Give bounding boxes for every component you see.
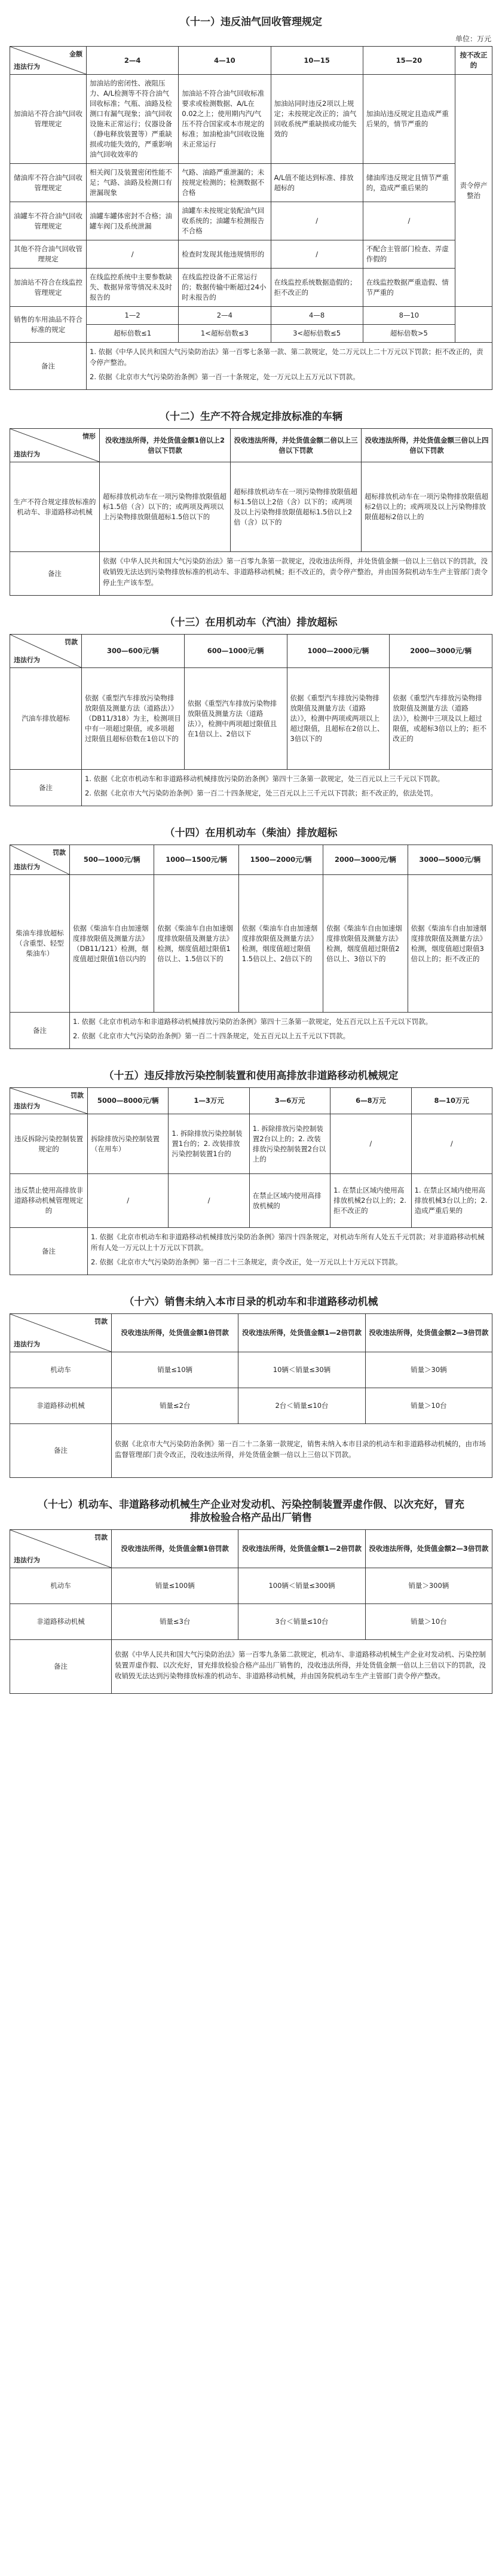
table-cell: 不配合主管部门检查、弄虚作假的 bbox=[363, 240, 455, 269]
table-cell: 加油站不符合油气回收标准要求或检测数据、A/L在0.02之上；使用期内汽/气压不符合国家或本市规定的标准；加油枪油气回收设施未正常运行 bbox=[179, 75, 271, 164]
table-corner-header: 罚款 违法行为 bbox=[10, 1314, 112, 1352]
table-cell: 加油站违反规定且造成严重后果的，情节严重的 bbox=[363, 75, 455, 164]
column-header: 500—1000元/辆 bbox=[70, 845, 154, 875]
note-cell bbox=[70, 1013, 492, 1049]
note-label: 备注 bbox=[10, 343, 87, 390]
table-cell: 依据《重型汽车排放污染物排放限值及测量方法（道路法）》，检测中两项或两项以上超过限值，且超标在2倍以上、3倍以下的 bbox=[287, 668, 390, 770]
column-header: 没收违法所得，并处货值金额二倍以上三倍以下罚款 bbox=[231, 429, 362, 462]
row-header: 油罐车不符合油气回收管理规定 bbox=[10, 202, 87, 240]
table-cell: 储油库违反规定且情节严重的，造成严重后果的 bbox=[363, 164, 455, 202]
table-cell: 油罐车未按规定装配油气回收系统的；油罐车检测报告不合格 bbox=[179, 202, 271, 240]
table-cell: 依据《柴油车自由加速烟度排放限值及测量方法》（DB11/121）检测，烟度值超过限值1倍以内的 bbox=[70, 875, 154, 1013]
table-cell: 2台＜销量≤10台 bbox=[238, 1388, 365, 1424]
note-text: 2. 依据《北京市大气污染防治条例》第一百二十四条规定，处五百元以上五千元以下罚款。 bbox=[73, 1032, 350, 1040]
row-header: 生产不符合规定排放标准的机动车、非道路移动机械 bbox=[10, 462, 100, 552]
column-header: 没收违法所得，处货值金额1倍罚款 bbox=[112, 1314, 238, 1352]
column-header: 没收违法所得，并处货值金额三倍以上四倍以下罚款 bbox=[362, 429, 492, 462]
note-text: 依据《北京市大气污染防治条例》第一百二十二条第一款规定，销售未纳入本市目录的机动车和非道路移动机械的，由市场监督管理部门责令改正，没收违法所得，并处货值金额一倍以上三倍以下罚款。 bbox=[115, 1439, 486, 1459]
table-row bbox=[10, 1114, 492, 1174]
note-cell bbox=[87, 343, 492, 390]
table-cell: 在线监控系统中主要参数缺失、数据异常等情况未及时报告的 bbox=[87, 269, 179, 307]
table-cell: 销量≤10辆 bbox=[112, 1352, 238, 1388]
column-header: 1—3万元 bbox=[169, 1088, 249, 1114]
section-title: （十三）在用机动车（汽油）排放超标 bbox=[164, 617, 338, 629]
column-header: 没收违法所得，处货值金额1—2倍罚款 bbox=[238, 1530, 365, 1568]
table-cell: 销量≤2台 bbox=[112, 1388, 238, 1424]
section-title: （十四）在用机动车（柴油）排放超标 bbox=[164, 827, 338, 839]
section-11 bbox=[10, 16, 492, 390]
table-cell: 检查时发现其他违规情形的 bbox=[179, 240, 271, 269]
table-row bbox=[10, 1013, 492, 1049]
table-cell: 相关阀门及装置密闭性能不足；气路、油路及检测口有泄漏现象 bbox=[87, 164, 179, 202]
table-cell: / bbox=[363, 202, 455, 240]
table-cell: 超标倍数>5 bbox=[363, 325, 455, 343]
note-text: 2. 依据《北京市大气污染防治条例》第一百二十四条规定，处三百元以上三千元以下罚款；拒不改正的，依法处罚。 bbox=[85, 789, 437, 797]
row-header: 违反拆除污染控制装置规定的 bbox=[10, 1114, 88, 1174]
table-row bbox=[10, 1352, 492, 1388]
column-header: 3000—5000元/辆 bbox=[408, 845, 492, 875]
section-title: （十五）违反排放污染控制装置和使用高排放非道路移动机械规定 bbox=[103, 1070, 399, 1082]
note-label: 备注 bbox=[10, 770, 82, 806]
section-title: （十七）机动车、非道路移动机械生产企业对发动机、污染控制装置弄虚作假、以次充好，冒充排放检验合格产品出厂销售 bbox=[38, 1499, 464, 1524]
section-title: （十六）销售未纳入本市目录的机动车和非道路移动机械 bbox=[124, 1296, 378, 1308]
column-header: 10—15 bbox=[271, 47, 363, 75]
table-cell: 在线监控系统数据造假的；拒不改正的 bbox=[271, 269, 363, 307]
penalty-table bbox=[10, 1529, 492, 1694]
note-cell bbox=[112, 1424, 492, 1478]
table-cell: 100辆＜销量≤300辆 bbox=[238, 1568, 365, 1604]
column-header: 5000—8000元/辆 bbox=[88, 1088, 169, 1114]
row-header: 销售的车用油品不符合标准的规定 bbox=[10, 307, 87, 343]
note-cell bbox=[112, 1640, 492, 1694]
section-16 bbox=[10, 1295, 492, 1478]
table-cell: 销量＞10台 bbox=[365, 1604, 492, 1640]
row-header: 非道路移动机械 bbox=[10, 1388, 112, 1424]
note-label: 备注 bbox=[10, 1424, 112, 1478]
table-cell: 超标排放机动车在一项污染物排放限值超标1.5倍（含）以下的；或两项及两项以上污染物排放限值超标1.5倍以下的 bbox=[100, 462, 231, 552]
note-cell bbox=[82, 770, 492, 806]
column-header: 没收违法所得，处货值金额2—3倍罚款 bbox=[365, 1314, 492, 1352]
column-header: 8—10万元 bbox=[411, 1088, 492, 1114]
penalty-table bbox=[10, 1313, 492, 1478]
section-17 bbox=[10, 1498, 492, 1694]
column-header: 1000—2000元/辆 bbox=[287, 635, 390, 668]
table-cell bbox=[455, 307, 492, 343]
table-cell: / bbox=[87, 240, 179, 269]
note-label: 备注 bbox=[10, 1640, 112, 1694]
row-header: 机动车 bbox=[10, 1352, 112, 1388]
row-header: 柴油车排放超标（含重型、轻型柴油车） bbox=[10, 875, 70, 1013]
table-row bbox=[10, 1388, 492, 1424]
table-row bbox=[10, 307, 492, 325]
note-text: 1. 依据《北京市机动车和非道路移动机械排放污染防治条例》第四十三条第一款规定，处三百元以上三千元以下罚款。 bbox=[85, 775, 445, 783]
table-cell: 8—10 bbox=[363, 307, 455, 325]
row-header: 非道路移动机械 bbox=[10, 1604, 112, 1640]
table-cell: 1<超标倍数≤3 bbox=[179, 325, 271, 343]
table-row bbox=[10, 164, 492, 202]
note-cell bbox=[88, 1228, 492, 1275]
note-label: 备注 bbox=[10, 552, 100, 596]
table-corner-header: 罚款 违法行为 bbox=[10, 1088, 88, 1114]
row-header: 加油站不符合在线监控管理规定 bbox=[10, 269, 87, 307]
note-text: 依据《中华人民共和国大气污染防治法》第一百零九条第一款规定，没收违法所得，并处货值金额一倍以上三倍以下的罚款，没收销毁无法达到污染物排放标准的机动车、非道路移动机械；拒不改正的，责令停产整治，并由国务院机动车生产主管部门责令停止生产该车型。 bbox=[103, 557, 488, 587]
row-header: 储油库不符合油气回收管理规定 bbox=[10, 164, 87, 202]
column-header: 6—8万元 bbox=[330, 1088, 411, 1114]
table-cell: 销量≤100辆 bbox=[112, 1568, 238, 1604]
column-header: 2000—3000元/辆 bbox=[323, 845, 408, 875]
table-cell: / bbox=[88, 1174, 169, 1228]
note-text: 2. 依据《北京市大气污染防治条例》第一百二十三条规定，责令改正，处一万元以上十万元以下罚款。 bbox=[91, 1258, 402, 1266]
note-text: 1. 依据《北京市机动车和非道路移动机械排放污染防治条例》第四十三条第一款规定，处五百元以上五千元以下罚款。 bbox=[73, 1017, 433, 1026]
table-cell: 超标倍数≤1 bbox=[87, 325, 179, 343]
table-cell: 依据《重型汽车排放污染物排放限值及测量方法（道路法）》，检测中三项及以上超过限值，或超标3倍以上的；拒不改正的 bbox=[390, 668, 492, 770]
table-cell: / bbox=[271, 202, 363, 240]
table-row bbox=[10, 875, 492, 1013]
table-cell: 加油站同时违反2项以上规定；未按规定改正的；油气回收系统严重缺损或功能失效的 bbox=[271, 75, 363, 164]
table-cell: 在线监控设备不正常运行的；数据传输中断超过24小时未报告的 bbox=[179, 269, 271, 307]
table-corner-header: 金额 违法行为 bbox=[10, 47, 87, 75]
row-header: 加油站不符合油气回收管理规定 bbox=[10, 75, 87, 164]
table-cell: / bbox=[271, 240, 363, 269]
table-cell: 销量＞300辆 bbox=[365, 1568, 492, 1604]
table-corner-header: 罚款 违法行为 bbox=[10, 635, 82, 668]
table-row bbox=[10, 668, 492, 770]
note-text: 1. 依据《中华人民共和国大气污染防治法》第一百零七条第一款、第二款规定，处二万元以上二十万元以下罚款；拒不改正的，责令停产整治。 bbox=[90, 347, 483, 367]
note-label: 备注 bbox=[10, 1228, 88, 1275]
table-row bbox=[10, 1640, 492, 1694]
column-header: 15—20 bbox=[363, 47, 455, 75]
table-corner-header: 情形 违法行为 bbox=[10, 429, 100, 462]
table-row bbox=[10, 269, 492, 307]
table-row bbox=[10, 1604, 492, 1640]
table-row bbox=[10, 1568, 492, 1604]
table-cell: 在线监控数据严重造假、情节严重的 bbox=[363, 269, 455, 307]
note-text: 1. 依据《北京市机动车和非道路移动机械排放污染防治条例》第四十四条规定，对机动车所有人处五千元罚款；对非道路移动机械所有人处一万元以上十万元以下罚款。 bbox=[91, 1233, 485, 1252]
note-cell bbox=[100, 552, 492, 596]
table-cell: 拆除排放污染控制装置（在用车） bbox=[88, 1114, 169, 1174]
section-15 bbox=[10, 1069, 492, 1275]
table-corner-header: 罚款 违法行为 bbox=[10, 845, 70, 875]
table-cell: 1—2 bbox=[87, 307, 179, 325]
column-header: 没收违法所得，并处货值金额1倍以上2倍以下罚款 bbox=[100, 429, 231, 462]
table-cell: 依据《重型汽车排放污染物排放限值及测量方法（道路法）》，检测中两项超过限值且在1倍以上、2倍以下 bbox=[184, 668, 287, 770]
penalty-table bbox=[10, 634, 492, 806]
penalty-table bbox=[10, 46, 492, 390]
column-header: 没收违法所得，处货值金额2—3倍罚款 bbox=[365, 1530, 492, 1568]
table-row bbox=[10, 202, 492, 240]
section-14 bbox=[10, 827, 492, 1049]
penalty-table bbox=[10, 1087, 492, 1275]
table-cell: 责令停产整治 bbox=[455, 75, 492, 307]
table-corner-header: 罚款 违法行为 bbox=[10, 1530, 112, 1568]
section-13 bbox=[10, 616, 492, 806]
section-title: （十一）违反油气回收管理规定 bbox=[180, 16, 322, 28]
row-header: 其他不符合油气回收管理规定 bbox=[10, 240, 87, 269]
column-header: 1500—2000元/辆 bbox=[238, 845, 323, 875]
column-header: 2000—3000元/辆 bbox=[390, 635, 492, 668]
section-12 bbox=[10, 410, 492, 596]
table-row bbox=[10, 1424, 492, 1478]
table-cell: 在禁止区域内使用高排放机械的 bbox=[249, 1174, 330, 1228]
note-text: 依据《中华人民共和国大气污染防治法》第一百零九条第二款规定，机动车、非道路移动机械生产企业对发动机、污染控制装置弄虚作假、以次充好，冒充排放检验合格产品出厂销售的，没收违法所得，并处货值金额一倍以上三倍以下的罚款，没收销毁无法达到污染物排放标准的机动车、非道路移动机械，并由国务院机动车生产主管部门责令停产整改。 bbox=[115, 1650, 486, 1680]
table-cell: 超标排放机动车在一项污染物排放限值超标2倍以上的；或两项及以上污染物排放限值超标2倍以上的 bbox=[362, 462, 492, 552]
penalty-table bbox=[10, 428, 492, 596]
table-cell: 2—4 bbox=[179, 307, 271, 325]
column-header: 2—4 bbox=[87, 47, 179, 75]
table-cell: 3<超标倍数≤5 bbox=[271, 325, 363, 343]
table-cell: 4—8 bbox=[271, 307, 363, 325]
table-row bbox=[10, 75, 492, 164]
table-cell: 1. 拆除排放污染控制装置1台的；2. 改装排放污染控制装置1台的 bbox=[169, 1114, 249, 1174]
table-cell: / bbox=[169, 1174, 249, 1228]
column-header: 按不改正的 bbox=[455, 47, 492, 75]
table-row bbox=[10, 462, 492, 552]
table-row bbox=[10, 1228, 492, 1275]
table-cell: 10辆＜销量≤30辆 bbox=[238, 1352, 365, 1388]
column-header: 没收违法所得，处货值金额1倍罚款 bbox=[112, 1530, 238, 1568]
column-header: 4—10 bbox=[179, 47, 271, 75]
table-row bbox=[10, 552, 492, 596]
note-label: 备注 bbox=[10, 1013, 70, 1049]
table-cell: 依据《柴油车自由加速烟度排放限值及测量方法》检测，烟度值超过限值1.5倍以上、2倍以下的 bbox=[238, 875, 323, 1013]
section-title: （十二）生产不符合规定排放标准的车辆 bbox=[160, 411, 342, 423]
row-header: 汽油车排放超标 bbox=[10, 668, 82, 770]
column-header: 3—6万元 bbox=[249, 1088, 330, 1114]
table-cell: 气路、油路严重泄漏的；未按规定检测的；检测数据不合格 bbox=[179, 164, 271, 202]
table-cell: 销量＞30辆 bbox=[365, 1352, 492, 1388]
row-header: 机动车 bbox=[10, 1568, 112, 1604]
table-cell: 1. 拆除排放污染控制装置2台以上的；2. 改装排放污染控制装置2台以上的 bbox=[249, 1114, 330, 1174]
column-header: 600—1000元/辆 bbox=[184, 635, 287, 668]
table-row bbox=[10, 1174, 492, 1228]
table-cell: / bbox=[411, 1114, 492, 1174]
table-row bbox=[10, 343, 492, 390]
note-text: 2. 依据《北京市大气污染防治条例》第一百一十条规定，处一万元以上五万元以下罚款。 bbox=[90, 373, 360, 381]
table-cell: 1. 在禁止区域内使用高排放机械2台以上的；2. 拒不改正的 bbox=[330, 1174, 411, 1228]
table-cell: / bbox=[330, 1114, 411, 1174]
table-row bbox=[10, 770, 492, 806]
table-cell: 3台＜销量≤10台 bbox=[238, 1604, 365, 1640]
column-header: 1000—1500元/辆 bbox=[154, 845, 238, 875]
column-header: 没收违法所得，处货值金额1—2倍罚款 bbox=[238, 1314, 365, 1352]
unit-label: 单位：万元 bbox=[455, 35, 491, 43]
table-cell: 销量≤3台 bbox=[112, 1604, 238, 1640]
row-header: 违反禁止使用高排放非道路移动机械管理规定的 bbox=[10, 1174, 88, 1228]
table-cell: 超标排放机动车在一项污染物排放限值超标1.5倍以上2倍（含）以下的；或两项及以上污染物排放限值超标1.5倍以上2倍（含）以下的 bbox=[231, 462, 362, 552]
table-cell: 销量＞10台 bbox=[365, 1388, 492, 1424]
table-cell: A/L值不能达到标准、排放超标的 bbox=[271, 164, 363, 202]
table-cell: 依据《柴油车自由加速烟度排放限值及测量方法》检测，烟度值超过限值2倍以上、3倍以下的 bbox=[323, 875, 408, 1013]
column-header: 300—600元/辆 bbox=[82, 635, 185, 668]
table-cell: 加油站的密闭性、液阻压力、A/L检测等不符合油气回收标准；气瓶、油路及检测口有漏气现象；油气回收设施未正常运行；仪器设备（静电释放装置等）严重缺损或功能失效的，严重影响油气回收效率的 bbox=[87, 75, 179, 164]
table-cell: 依据《柴油车自由加速烟度排放限值及测量方法》检测，烟度值超过限值1倍以上、1.5倍以下的 bbox=[154, 875, 238, 1013]
penalty-table bbox=[10, 845, 492, 1049]
table-cell: 1. 在禁止区域内使用高排放机械3台以上的；2. 造成严重后果的 bbox=[411, 1174, 492, 1228]
table-cell: 油罐车罐体密封不合格；油罐车阀门及系统泄漏 bbox=[87, 202, 179, 240]
table-cell: 依据《重型汽车排放污染物排放限值及测量方法（道路法）》（DB11/318）为主，检测项目中有一项超过限值，或多项超过限值且超标倍数在1倍以下的 bbox=[82, 668, 185, 770]
table-row bbox=[10, 240, 492, 269]
table-cell: 依据《柴油车自由加速烟度排放限值及测量方法》检测，烟度值超过限值3倍以上的；拒不改正的 bbox=[408, 875, 492, 1013]
